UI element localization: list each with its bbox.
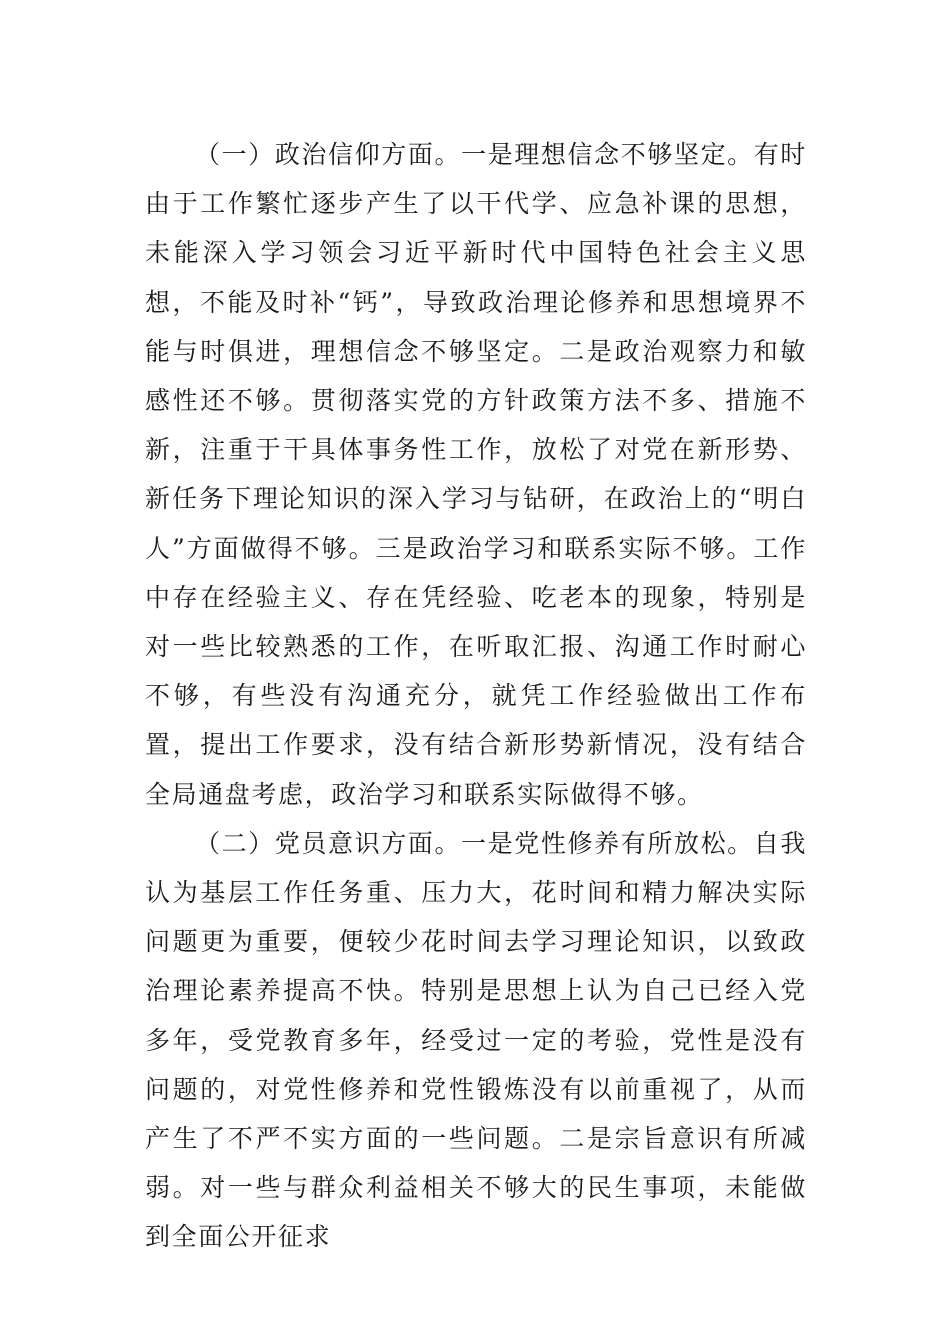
- paragraph-political-belief: （一）政治信仰方面。一是理想信念不够坚定。有时由于工作繁忙逐步产生了以干代学、应急补课的思想，未能深入学习领会习近平新时代中国特色社会主义思想，不能及时补“钙”，导致政治理论修养和思想境界不能与时俱进，理想信念不够坚定。二是政治观察力和敏感性还不够。贯彻落实党的方针政策方法不多、措施不新，注重于干具体事务性工作，放松了对党在新形势、新任务下理论知识的深入学习与钻研，在政治上的“明白人”方面做得不够。三是政治学习和联系实际不够。工作中存在经验主义、存在凭经验、吃老本的现象，特别是对一些比较熟悉的工作，在听取汇报、沟通工作时耐心不够，有些没有沟通充分，就凭工作经验做出工作布置，提出工作要求，没有结合新形势新情况，没有结合全局通盘考虑，政治学习和联系实际做得不够。: [145, 140, 807, 809]
- paragraph-party-member-awareness: （二）党员意识方面。一是党性修养有所放松。自我认为基层工作任务重、压力大，花时间和精力解决实际问题更为重要，便较少花时间去学习理论知识，以致政治理论素养提高不快。特别是思想上认为自己已经入党多年，受党教育多年，经受过一定的考验，党性是没有问题的，对党性修养和党性锻炼没有以前重视了，从而产生了不严不实方面的一些问题。二是宗旨意识有所减弱。对一些与群众利益相关不够大的民生事项，未能做到全面公开征求: [145, 828, 807, 1252]
- document-body: [145, 130, 807, 1262]
